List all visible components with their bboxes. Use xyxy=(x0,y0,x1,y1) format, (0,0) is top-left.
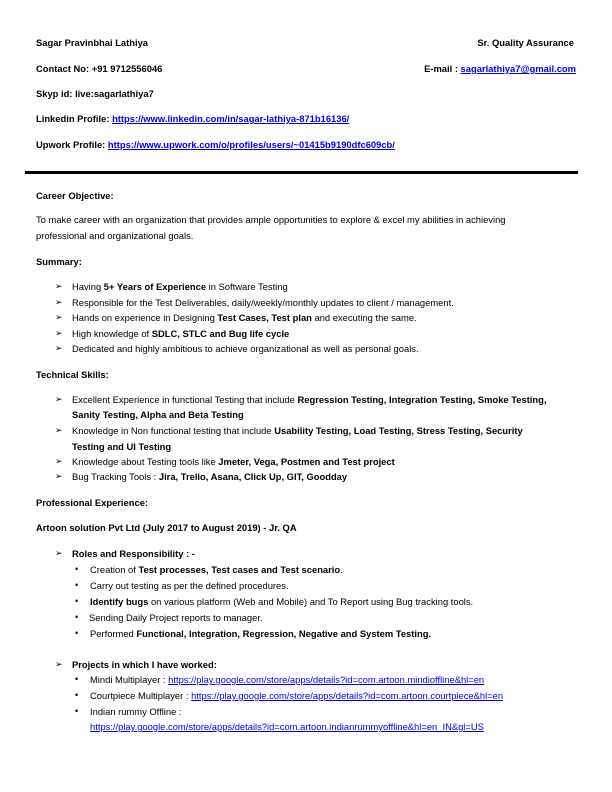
project-name: Mindi Multiplayer : xyxy=(90,674,169,685)
professional-experience-heading: Professional Experience: xyxy=(36,497,149,508)
text: Bug Tracking Tools : xyxy=(72,471,159,482)
linkedin-label: Linkedin Profile: xyxy=(36,113,113,124)
roles-heading: Roles and Responsibility : - xyxy=(72,548,195,559)
skype-id: live:sagarlathiya7 xyxy=(75,88,154,99)
arrow-bullet-icon: ➢ xyxy=(55,281,63,291)
project-item xyxy=(90,674,484,685)
bold-text: SDLC, STLC and Bug life cycle xyxy=(151,328,290,339)
linkedin-line xyxy=(36,113,349,124)
skill-item-continued: Testing and UI Testing xyxy=(72,441,172,452)
bullet-icon: • xyxy=(75,628,79,638)
upwork-line xyxy=(36,139,395,150)
bullet-icon: • xyxy=(75,596,79,606)
arrow-bullet-icon: ➢ xyxy=(55,659,63,669)
role-item xyxy=(90,628,431,639)
skype-label: Skyp id: xyxy=(36,88,76,99)
arrow-bullet-icon: ➢ xyxy=(55,394,63,404)
project-item xyxy=(90,690,503,701)
bullet-icon: • xyxy=(75,564,79,574)
bullet-icon: • xyxy=(75,580,79,590)
summary-heading: Summary: xyxy=(36,256,82,267)
email-link[interactable]: sagarlathiya7@gmail.com xyxy=(460,63,576,74)
role-item xyxy=(89,612,263,623)
technical-skills-heading: Technical Skills: xyxy=(36,369,109,380)
arrow-bullet-icon: ➢ xyxy=(55,548,63,558)
career-objective-line-1: To make career with an organization that provides ample opportunities to explore & excel my abilities in achieving xyxy=(36,214,506,225)
section-divider xyxy=(25,171,578,174)
upwork-label: Upwork Profile: xyxy=(36,139,108,150)
project-link[interactable]: https://play.google.com/store/apps/details?id=com.artoon.courtpiece&hl=en xyxy=(191,690,504,701)
arrow-bullet-icon: ➢ xyxy=(55,312,63,322)
arrow-bullet-icon: ➢ xyxy=(55,456,63,466)
text: Sending Daily Project reports to manager. xyxy=(89,612,263,623)
skill-item xyxy=(72,471,347,482)
text: Creation of xyxy=(90,564,139,575)
text: High knowledge of xyxy=(72,328,152,339)
company-line: Artoon solution Pvt Ltd (July 2017 to August 2019) - Jr. QA xyxy=(36,522,297,533)
bold-text: Identify bugs xyxy=(90,596,149,607)
project-link[interactable]: https://play.google.com/store/apps/details?id=com.artoon.mindioffline&hl=en xyxy=(168,674,485,685)
text: Carry out testing as per the defined procedures. xyxy=(90,580,289,591)
text: on various platform (Web and Mobile) and To Report using Bug tracking tools. xyxy=(148,596,474,607)
project-item xyxy=(90,706,182,717)
skill-item xyxy=(72,456,395,467)
bullet-icon: • xyxy=(75,612,79,622)
bold-text: 5+ Years of Experience xyxy=(103,281,207,292)
career-objective-heading: Career Objective: xyxy=(36,190,114,201)
bold-text: Jmeter, Vega, Postmen and Test project xyxy=(218,456,395,467)
project-link[interactable]: https://play.google.com/store/apps/details?id=com.artoon.indianrummyoffline&hl=en_IN&gl=US xyxy=(90,721,484,732)
bullet-icon: • xyxy=(75,690,79,700)
summary-item xyxy=(72,312,417,323)
summary-item xyxy=(72,281,288,292)
text: Performed xyxy=(90,628,137,639)
role-item xyxy=(90,596,473,607)
bold-text: Usability Testing, Load Testing, Stress Testing, Security xyxy=(274,425,523,436)
bold-text: Test Cases, Test plan xyxy=(217,312,312,323)
text: Knowledge about Testing tools like xyxy=(72,456,219,467)
bold-text: Test processes, Test cases and Test scenario xyxy=(138,564,341,575)
bold-text: Regression Testing, Integration Testing, Smoke Testing, xyxy=(297,394,547,405)
contact-line xyxy=(36,63,162,74)
arrow-bullet-icon: ➢ xyxy=(55,297,63,307)
skill-item-continued: Sanity Testing, Alpha and Beta Testing xyxy=(72,409,244,420)
role-item xyxy=(90,580,289,591)
text: Dedicated and highly ambitious to achieve organizational as well as personal goals. xyxy=(72,343,419,354)
summary-item xyxy=(72,297,454,308)
projects-heading: Projects in which I have worked: xyxy=(72,659,217,670)
project-link-line xyxy=(90,721,484,732)
bold-text: Jira, Trello, Asana, Click Up, GIT, Goodday xyxy=(158,471,348,482)
text: Knowledge in Non functional testing that include xyxy=(72,425,275,436)
email-line xyxy=(424,63,576,74)
text: Hands on experience in Designing xyxy=(72,312,218,323)
career-objective-line-2: professional and organizational goals. xyxy=(36,230,194,241)
summary-item xyxy=(72,328,289,339)
bullet-icon: • xyxy=(75,706,79,716)
role-item xyxy=(90,564,343,575)
bold-text: Functional, Integration, Regression, Negative and System Testing. xyxy=(136,628,432,639)
text: and executing the same. xyxy=(311,312,417,323)
arrow-bullet-icon: ➢ xyxy=(55,471,63,481)
bullet-icon: • xyxy=(75,674,79,684)
summary-item xyxy=(72,343,419,354)
skype-line xyxy=(36,88,154,99)
upwork-link[interactable]: https://www.upwork.com/o/profiles/users/~01415b9190dfc609cb/ xyxy=(107,139,395,150)
contact-number: +91 9712556046 xyxy=(91,63,163,74)
skill-item xyxy=(72,425,523,436)
arrow-bullet-icon: ➢ xyxy=(55,425,63,435)
text: Having xyxy=(72,281,104,292)
text: in Software Testing xyxy=(206,281,288,292)
job-title: Sr. Quality Assurance xyxy=(477,37,574,48)
text: Excellent Experience in functional Testing that include xyxy=(72,394,298,405)
project-name: Indian rummy Offline : xyxy=(90,706,182,717)
text: . xyxy=(340,564,343,575)
candidate-name: Sagar Pravinbhai Lathiya xyxy=(36,37,149,48)
skill-item xyxy=(72,394,546,405)
email-label: E-mail : xyxy=(424,63,461,74)
arrow-bullet-icon: ➢ xyxy=(55,343,63,353)
project-name: Courtpiece Multiplayer : xyxy=(90,690,192,701)
linkedin-link[interactable]: https://www.linkedin.com/in/sagar-lathiya-871b16136/ xyxy=(112,113,350,124)
text: Responsible for the Test Deliverables, daily/weekly/monthly updates to client / management. xyxy=(72,297,454,308)
arrow-bullet-icon: ➢ xyxy=(55,328,63,338)
contact-label: Contact No: xyxy=(36,63,92,74)
